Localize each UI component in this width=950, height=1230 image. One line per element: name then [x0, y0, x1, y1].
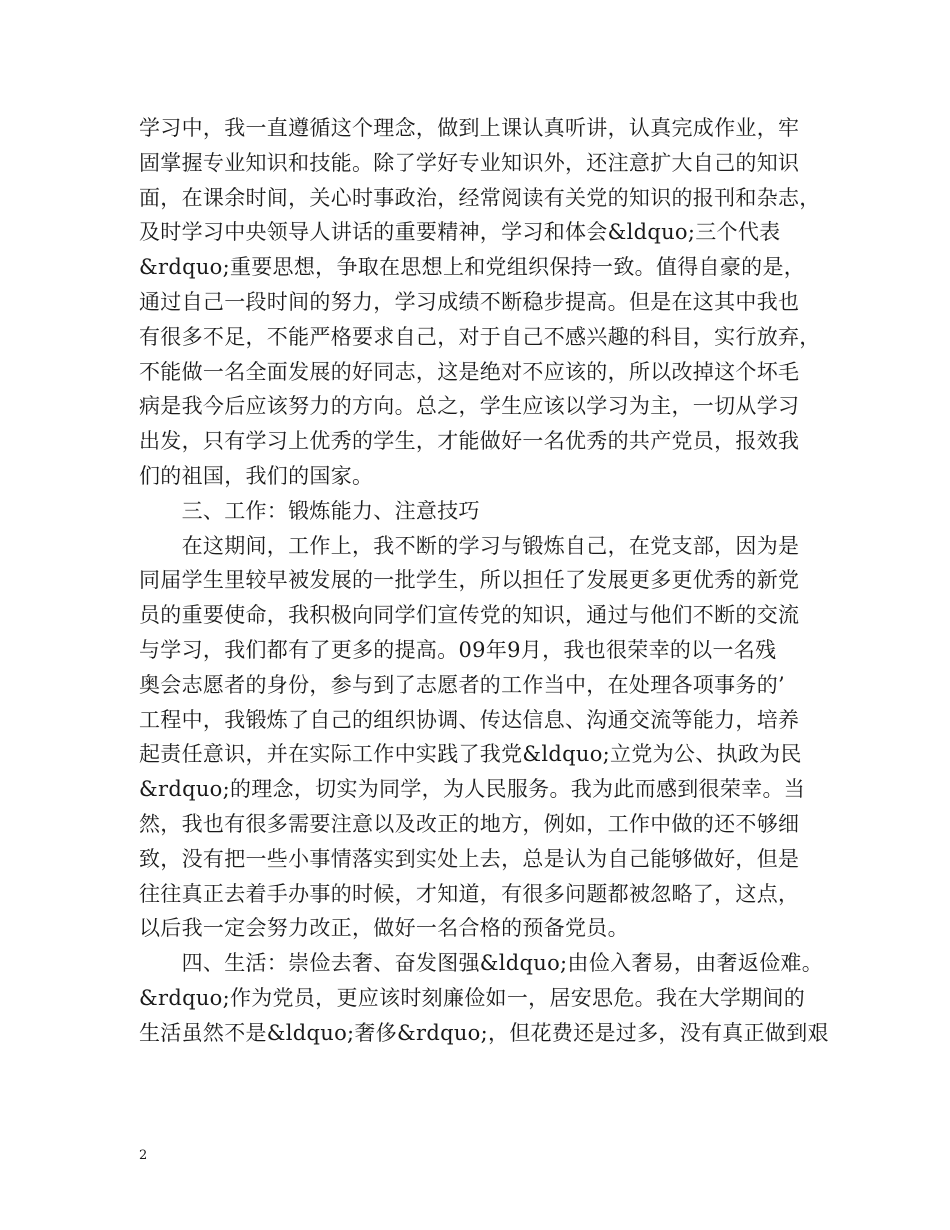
- text-line: 员的重要使命，我积极向同学们宣传党的知识，通过与他们不断的交流: [139, 603, 800, 628]
- text-line: 及时学习中央领导人讲话的重要精神，学习和体会&ldquo;三个代表: [139, 220, 781, 245]
- text-line: &rdquo;重要思想，争取在思想上和党组织保持一致。值得自豪的是，: [139, 255, 806, 280]
- text-line: 与学习，我们都有了更多的提高。09年9月，我也很荣幸的以一名残: [139, 637, 777, 662]
- text-line: 工程中，我锻炼了自己的组织协调、传达信息、沟通交流等能力，培养: [139, 707, 800, 732]
- text-line: 固掌握专业知识和技能。除了学好专业知识外，还注意扩大自己的知识: [139, 150, 800, 175]
- text-line: 出发，只有学习上优秀的学生，才能做好一名优秀的共产党员，报效我: [139, 429, 800, 454]
- section-heading-work: 三、工作：锻炼能力、注意技巧: [139, 498, 480, 523]
- text-line: &rdquo;的理念，切实为同学，为人民服务。我为此而感到很荣幸。当: [139, 777, 806, 802]
- text-line: 致，没有把一些小事情落实到实处上去，总是认为自己能够做好，但是: [139, 846, 800, 871]
- text-line: 病是我今后应该努力的方向。总之，学生应该以学习为主，一切从学习: [139, 394, 800, 419]
- text-line: 面，在课余时间，关心时事政治，经常阅读有关党的知识的报刊和杂志，: [139, 185, 821, 210]
- text-line: 以后我一定会努力改正，做好一名合格的预备党员。: [139, 916, 629, 941]
- text-line: 起责任意识，并在实际工作中实践了我党&ldquo;立党为公、执政为民: [139, 742, 802, 767]
- text-line: 往往真正去着手办事的时候，才知道，有很多问题都被忽略了，这点，: [139, 881, 800, 906]
- page-number: 2: [139, 1148, 148, 1163]
- text-line: 们的祖国，我们的国家。: [139, 463, 374, 488]
- body-text: [139, 111, 829, 1051]
- text-line: 学习中，我一直遵循这个理念，做到上课认真听讲，认真完成作业，牢: [139, 116, 800, 140]
- section-heading-life: 四、生活：崇俭去奢、奋发图强&ldquo;由俭入奢易，由奢返俭难。: [139, 951, 824, 976]
- text-line: 同届学生里较早被发展的一批学生，所以担任了发展更多更优秀的新党: [139, 568, 800, 593]
- text-line: 不能做一名全面发展的好同志，这是绝对不应该的，所以改掉这个坏毛: [139, 359, 800, 384]
- text-line: 奥会志愿者的身份，参与到了志愿者的工作当中，在处理各项事务的’: [139, 672, 785, 697]
- text-line: 通过自己一段时间的努力，学习成绩不断稳步提高。但是在这其中我也: [139, 289, 800, 314]
- text-line: 生活虽然不是&ldquo;奢侈&rdquo;，但花费还是过多，没有真正做到艰: [139, 1020, 829, 1045]
- text-line: &rdquo;作为党员，更应该时刻廉俭如一，居安思危。我在大学期间的: [139, 985, 806, 1010]
- text-line: 有很多不足，不能严格要求自己，对于自己不感兴趣的科目，实行放弃，: [139, 324, 821, 349]
- text-line: 在这期间，工作上，我不断的学习与锻炼自己，在党支部，因为是: [139, 533, 800, 558]
- text-line: 然，我也有很多需要注意以及改正的地方，例如，工作中做的还不够细: [139, 811, 800, 836]
